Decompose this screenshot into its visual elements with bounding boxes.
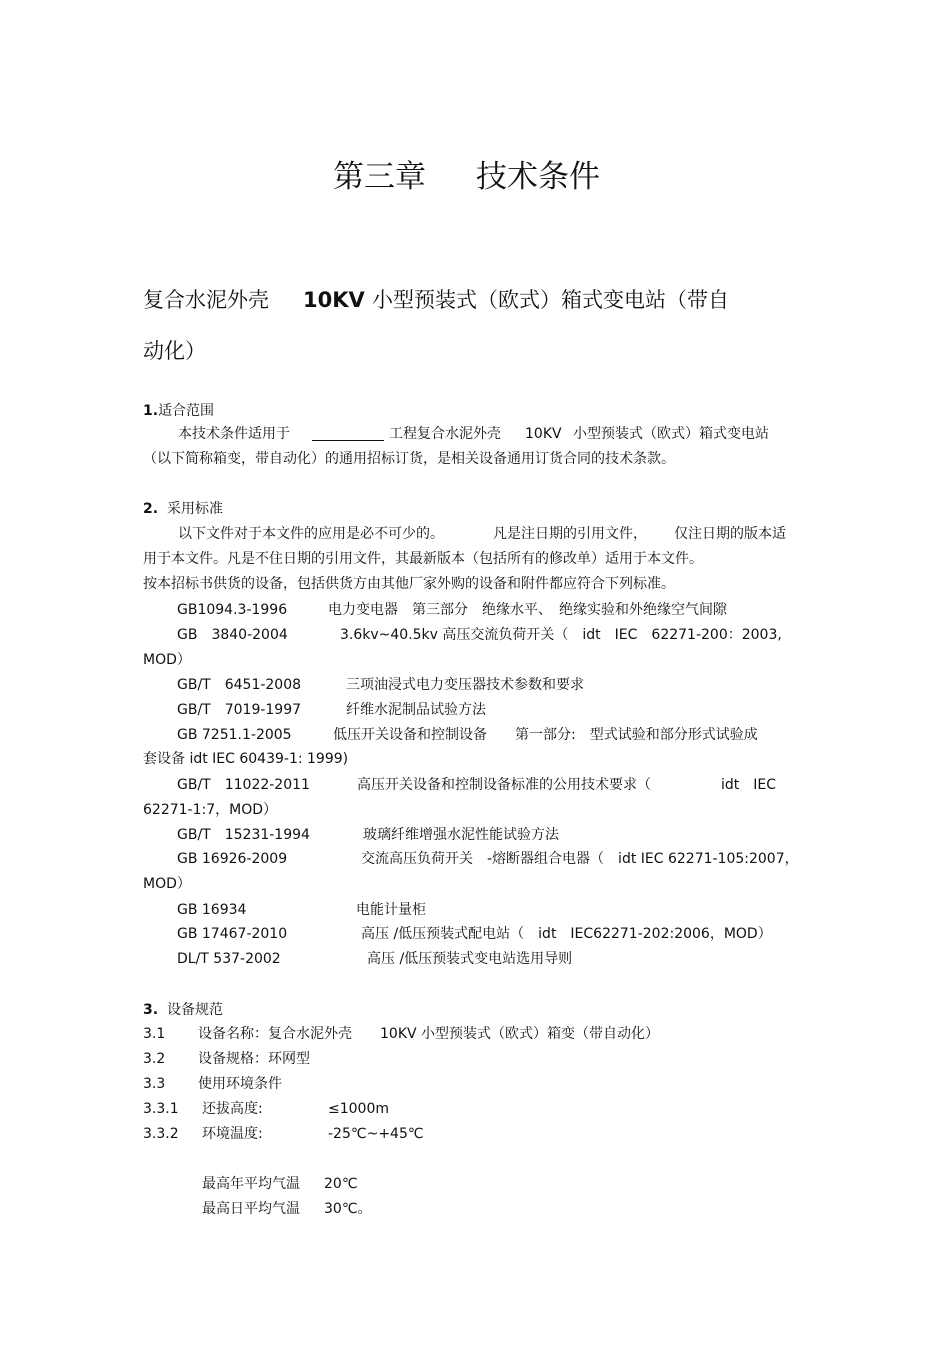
spec-item-number: 3.3.2: [143, 1126, 179, 1142]
doc-title-voltage: 10KV: [303, 288, 365, 312]
std-code: GB 3840-2004: [177, 627, 288, 643]
doc-title-line2: 动化）: [143, 339, 206, 363]
spec-item-label: 环境温度:: [202, 1126, 263, 1142]
section1-para2: （以下简称箱变，带自动化）的通用招标订货，是相关设备通用订货合同的技术条款。: [143, 451, 675, 467]
section1-number: 1.: [143, 403, 159, 419]
std-desc: 交流高压负荷开关 -熔断器组合电器（ idt IEC 62271-105:2007，: [361, 851, 799, 867]
std-code: GB/T 11022-2011: [177, 777, 310, 793]
section2-para3: 按本招标书供货的设备，包括供货方由其他厂家外购的设备和附件都应符合下列标准。: [143, 576, 675, 592]
std-desc: 纤维水泥制品试验方法: [346, 702, 486, 718]
section3-number: 3.: [143, 1002, 159, 1018]
std-desc-cont: MOD）: [143, 876, 191, 892]
section1-para1c: 10KV: [525, 426, 562, 442]
spec-item-value: -25℃~+45℃: [328, 1126, 424, 1142]
section3-heading: [143, 1001, 223, 1019]
std-code: GB/T 6451-2008: [177, 677, 302, 693]
std-desc: 三项油浸式电力变压器技术参数和要求: [346, 677, 584, 693]
doc-title-part1: 复合水泥外壳: [143, 288, 269, 312]
spec-item-label: 设备名称：复合水泥外壳 10KV 小型预装式（欧式）箱变（带自动化）: [198, 1026, 660, 1042]
spec-item-value: ≤1000m: [328, 1101, 389, 1117]
std-code: GB1094.3-1996: [177, 602, 288, 618]
temp-value: 30℃。: [324, 1201, 372, 1217]
std-code: GB 16934: [177, 902, 247, 918]
std-desc: 电力变电器 第三部分 绝缘水平、 绝缘实验和外绝缘空气间隙: [328, 602, 727, 618]
std-desc: 低压开关设备和控制设备 第一部分: 型式试验和部分形式试验成: [333, 727, 758, 743]
std-desc-cont: 套设备 idt IEC 60439-1: 1999): [143, 751, 349, 767]
std-code: DL/T 537-2002: [177, 951, 281, 967]
section1-para1b: 工程复合水泥外壳: [389, 426, 501, 442]
section2-number: 2.: [143, 501, 159, 517]
std-code: GB/T 7019-1997: [177, 702, 302, 718]
section2-title: 采用标准: [166, 501, 223, 517]
section1-para1a: 本技术条件适用于: [178, 426, 290, 442]
section1-title: 适合范围: [158, 403, 215, 419]
section2-heading: [143, 500, 223, 518]
doc-title-part2: 小型预装式（欧式）箱式变电站（带自: [372, 288, 729, 312]
section2-para2: 用于本文件。凡是不住日期的引用文件，其最新版本（包括所有的修改单）适用于本文件。: [143, 551, 703, 567]
spec-item-number: 3.3.1: [143, 1101, 179, 1117]
std-code: GB/T 15231-1994: [177, 827, 310, 843]
chapter-title: 技术条件: [476, 159, 600, 195]
section1-para1d: 小型预装式（欧式）箱式变电站: [573, 426, 769, 442]
temp-label: 最高日平均气温: [202, 1201, 300, 1217]
std-desc-cont: MOD）: [143, 652, 191, 668]
section1-heading: [143, 402, 214, 420]
spec-item-number: 3.3: [143, 1076, 166, 1092]
spec-item-number: 3.2: [143, 1051, 166, 1067]
std-desc: 高压 /低压预装式配电站（ idt IEC62271-202:2006，MOD）: [361, 926, 772, 942]
spec-item-number: 3.1: [143, 1026, 166, 1042]
std-desc: 3.6kv~40.5kv 高压交流负荷开关（ idt IEC 62271-200：2003,: [340, 627, 782, 643]
std-desc: 电能计量柜: [356, 902, 426, 918]
chapter-number: 第三章: [333, 159, 426, 195]
spec-item-label: 使用环境条件: [198, 1076, 282, 1092]
section2-para1b: 凡是注日期的引用文件，: [493, 526, 647, 542]
std-code: GB 17467-2010: [177, 926, 288, 942]
std-code: GB 16926-2009: [177, 851, 288, 867]
project-name-blank: [312, 426, 384, 441]
spec-item-label: 还拔高度:: [202, 1101, 263, 1117]
temp-value: 20℃: [324, 1176, 358, 1192]
spec-item-label: 设备规格：环网型: [198, 1051, 310, 1067]
std-desc: 高压 /低压预装式变电站选用导则: [367, 951, 573, 967]
std-desc-cont: 62271-1:7，MOD）: [143, 802, 277, 818]
section2-para1a: 以下文件对于本文件的应用是必不可少的。: [178, 526, 444, 542]
std-desc: 玻璃纤维增强水泥性能试验方法: [363, 827, 559, 843]
section3-title: 设备规范: [166, 1002, 223, 1018]
std-code: GB 7251.1-2005: [177, 727, 292, 743]
std-desc: 高压开关设备和控制设备标准的公用技术要求（ idt IEC: [357, 777, 777, 793]
section2-para1c: 仅注日期的版本适: [674, 526, 786, 542]
temp-label: 最高年平均气温: [202, 1176, 300, 1192]
